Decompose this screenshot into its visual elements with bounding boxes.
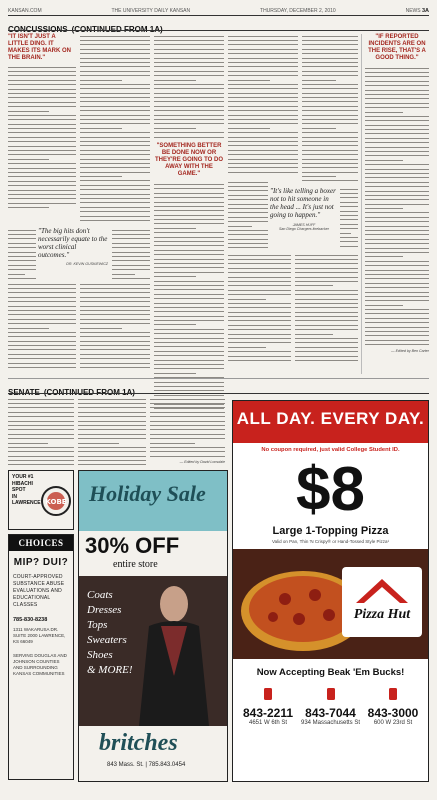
text-line [302,179,358,183]
text-line [228,246,268,250]
quote-box-1 [38,227,108,266]
column-3-text-top [154,34,224,139]
britches-headline: Holiday Sale [89,481,206,506]
britches-photo [79,576,227,726]
text-line [8,276,36,280]
column-2-wrap [112,228,150,281]
column-1-wrap [8,228,36,281]
britches-ad[interactable] [78,470,228,782]
column-1-text [8,65,76,210]
location-2[interactable] [300,687,362,777]
location-3[interactable] [362,687,424,777]
column-1-bottom [8,282,76,370]
column-4-5-bottom [228,253,358,363]
senate-column-3-text [150,397,225,458]
column-2-text-bottom [80,282,150,370]
column-5-text-wrap [340,187,358,248]
pull-quote-2: "SOMETHING BETTER BE DONE NOW OR THEY'RE GOING TO DO AWAY WITH THE GAME." [155,143,223,178]
senate-rule [8,393,429,394]
column-3-text-bottom [154,182,224,410]
pizza-hut-banner [233,401,428,443]
page-header [8,4,429,16]
column-4-text-wrap [228,180,268,250]
heading-rule [8,30,429,31]
header-paper: THE UNIVERSITY DAILY KANSAN [111,8,191,14]
pizza-hut-ad[interactable] [232,400,429,782]
header-section: NEWS [405,8,421,14]
britches-footer [79,726,227,782]
pizza-hut-cta: Now Accepting Beak 'Em Bucks! [256,667,405,678]
phone-icon [324,687,338,701]
text-line [8,463,74,467]
hibachi-ad-text: YOUR #1 HIBACHI SPOT IN LAWRENCE [12,474,41,507]
text-line [8,365,76,369]
quote-2-credit: JAMES HUFF [292,223,316,227]
senate-column-1 [8,397,74,467]
text-line [78,463,146,467]
concussions-column-6 [365,34,429,353]
senate-column-3 [150,397,225,464]
text-line [80,218,150,222]
column-2-text-wrap [112,228,150,281]
pizza-hut-price: $8 [296,455,365,524]
location-1-address: 4651 W 6th St [248,720,288,726]
column-2-bottom [80,282,150,370]
choices-address: 1311 WAKARUSA DR. SUITE 2000 LAWRENCE, KS 66049 [13,627,66,644]
pizza-hut-offer: Large 1-Topping Pizza [272,525,389,537]
column-5-wrap [340,187,358,248]
location-1[interactable] [237,687,299,777]
pizza-hut-tagline: ALL DAY. EVERY DAY. [236,409,425,428]
text-line [228,170,298,174]
pizza-hut-fine: Valid on Pan, Thin 'N Crispy® or Hand-Tossed Style Pizza¹ [271,539,390,544]
column-4-5-text-bottom [228,253,358,363]
header-page-number: 3A [421,8,429,14]
pizza-hut-locations [237,687,424,777]
header-date: THURSDAY, DECEMBER 2, 2010 [260,8,336,14]
column-1-text-bottom [8,282,76,370]
column-6-credit: — Edited by Ben Carter [391,349,429,353]
britches-percent: 30% OFF [85,533,180,558]
concussions-column-3 [154,34,224,411]
senate-column-2-text [78,397,146,467]
hibachi-ad[interactable] [8,470,74,530]
location-3-address: 600 W 23rd St [373,720,413,726]
column-5-text [302,34,358,183]
location-2-phone[interactable]: 843-7044 [305,706,356,720]
choices-ad-banner [9,535,73,551]
pull-quote-3: "IF REPORTED INCIDENTS ARE ON THE RISE, THAT'S A GOOD THING." [368,34,426,61]
concussions-column-2 [80,34,150,223]
quote-2-credit-sub: San Diego Chargers linebacker [279,227,329,231]
choices-tagline: MIP? DUI? [13,557,69,568]
column-6-text [365,66,429,347]
pizza-photo [233,549,428,659]
quote-box-2 [270,187,338,231]
choices-ad[interactable] [8,534,74,780]
pizza-hut-subtag: No coupon required, just valid College Student ID. [261,447,400,453]
senate-edit-credit: — Edited by David Lonsdale [179,460,225,465]
text-line [365,343,429,347]
choices-phone[interactable]: 785-830-8238 [13,617,48,623]
column-4-text [228,34,298,175]
column-2-text-top [80,34,150,223]
column-1-text-wrap [8,228,36,281]
kobe-logo [39,485,73,517]
header-site[interactable]: KANSAN.COM [8,8,42,14]
quote-1: "The big hits don't necessarily equate to the worst clinical outcomes." [38,227,108,259]
britches-ad-header [79,471,227,531]
britches-logo: britches [99,730,178,756]
choices-serving: SERVING DOUGLAS AND JOHNSON COUNTIES AND SURROUNDING KANSAS COMMUNITIES [13,653,67,676]
phone-icon [386,687,400,701]
text-line [340,244,358,248]
choices-name: CHOICES [18,538,64,548]
quote-2: "It's like telling a boxer not to hit someone in the head ... It's just not going to happen." [270,187,336,219]
senate-column-2 [78,397,146,467]
location-1-phone[interactable]: 843-2211 [242,706,294,720]
text-line [8,206,49,210]
text-line [150,454,225,458]
concussions-column-1 [8,34,76,210]
column-6-divider [361,34,362,374]
britches-items: Coats Dresses Tops Sweaters Shoes & MORE! [87,589,133,676]
kobe-logo-text: KOBE [45,498,67,506]
pizza-hut-logo-box [342,567,422,637]
concussions-column-5 [302,34,358,183]
text-line [112,276,150,280]
phone-icon [261,687,275,701]
pizza-hut-roof-icon [342,571,422,611]
britches-address: 843 Mass. St. | 785.843.0454 [107,762,186,768]
text-line [154,135,224,139]
section-divider [8,378,429,379]
senate-column-1-text [8,397,74,467]
text-line [228,358,291,362]
choices-body: COURT-APPROVED SUBSTANCE ABUSE EVALUATIONS AND EDUCATIONAL CLASSES [13,574,65,608]
pull-quote-1: "IT ISN'T JUST A LITTLE DING. IT MAKES ITS MARK ON THE BRAIN." [8,34,71,61]
concussions-column-4 [228,34,298,175]
column-4-wrap [228,180,268,250]
britches-subhead: entire store [113,559,158,570]
pizza-hut-brand: Pizza Hut [353,607,411,622]
location-3-phone[interactable]: 843-3000 [367,706,419,720]
text-line [295,358,358,362]
text-line [80,365,150,369]
quote-1-credit: DR. KEVIN GUSKIEWICZ [66,262,108,266]
location-2-address: 934 Massachusetts St [300,720,361,726]
